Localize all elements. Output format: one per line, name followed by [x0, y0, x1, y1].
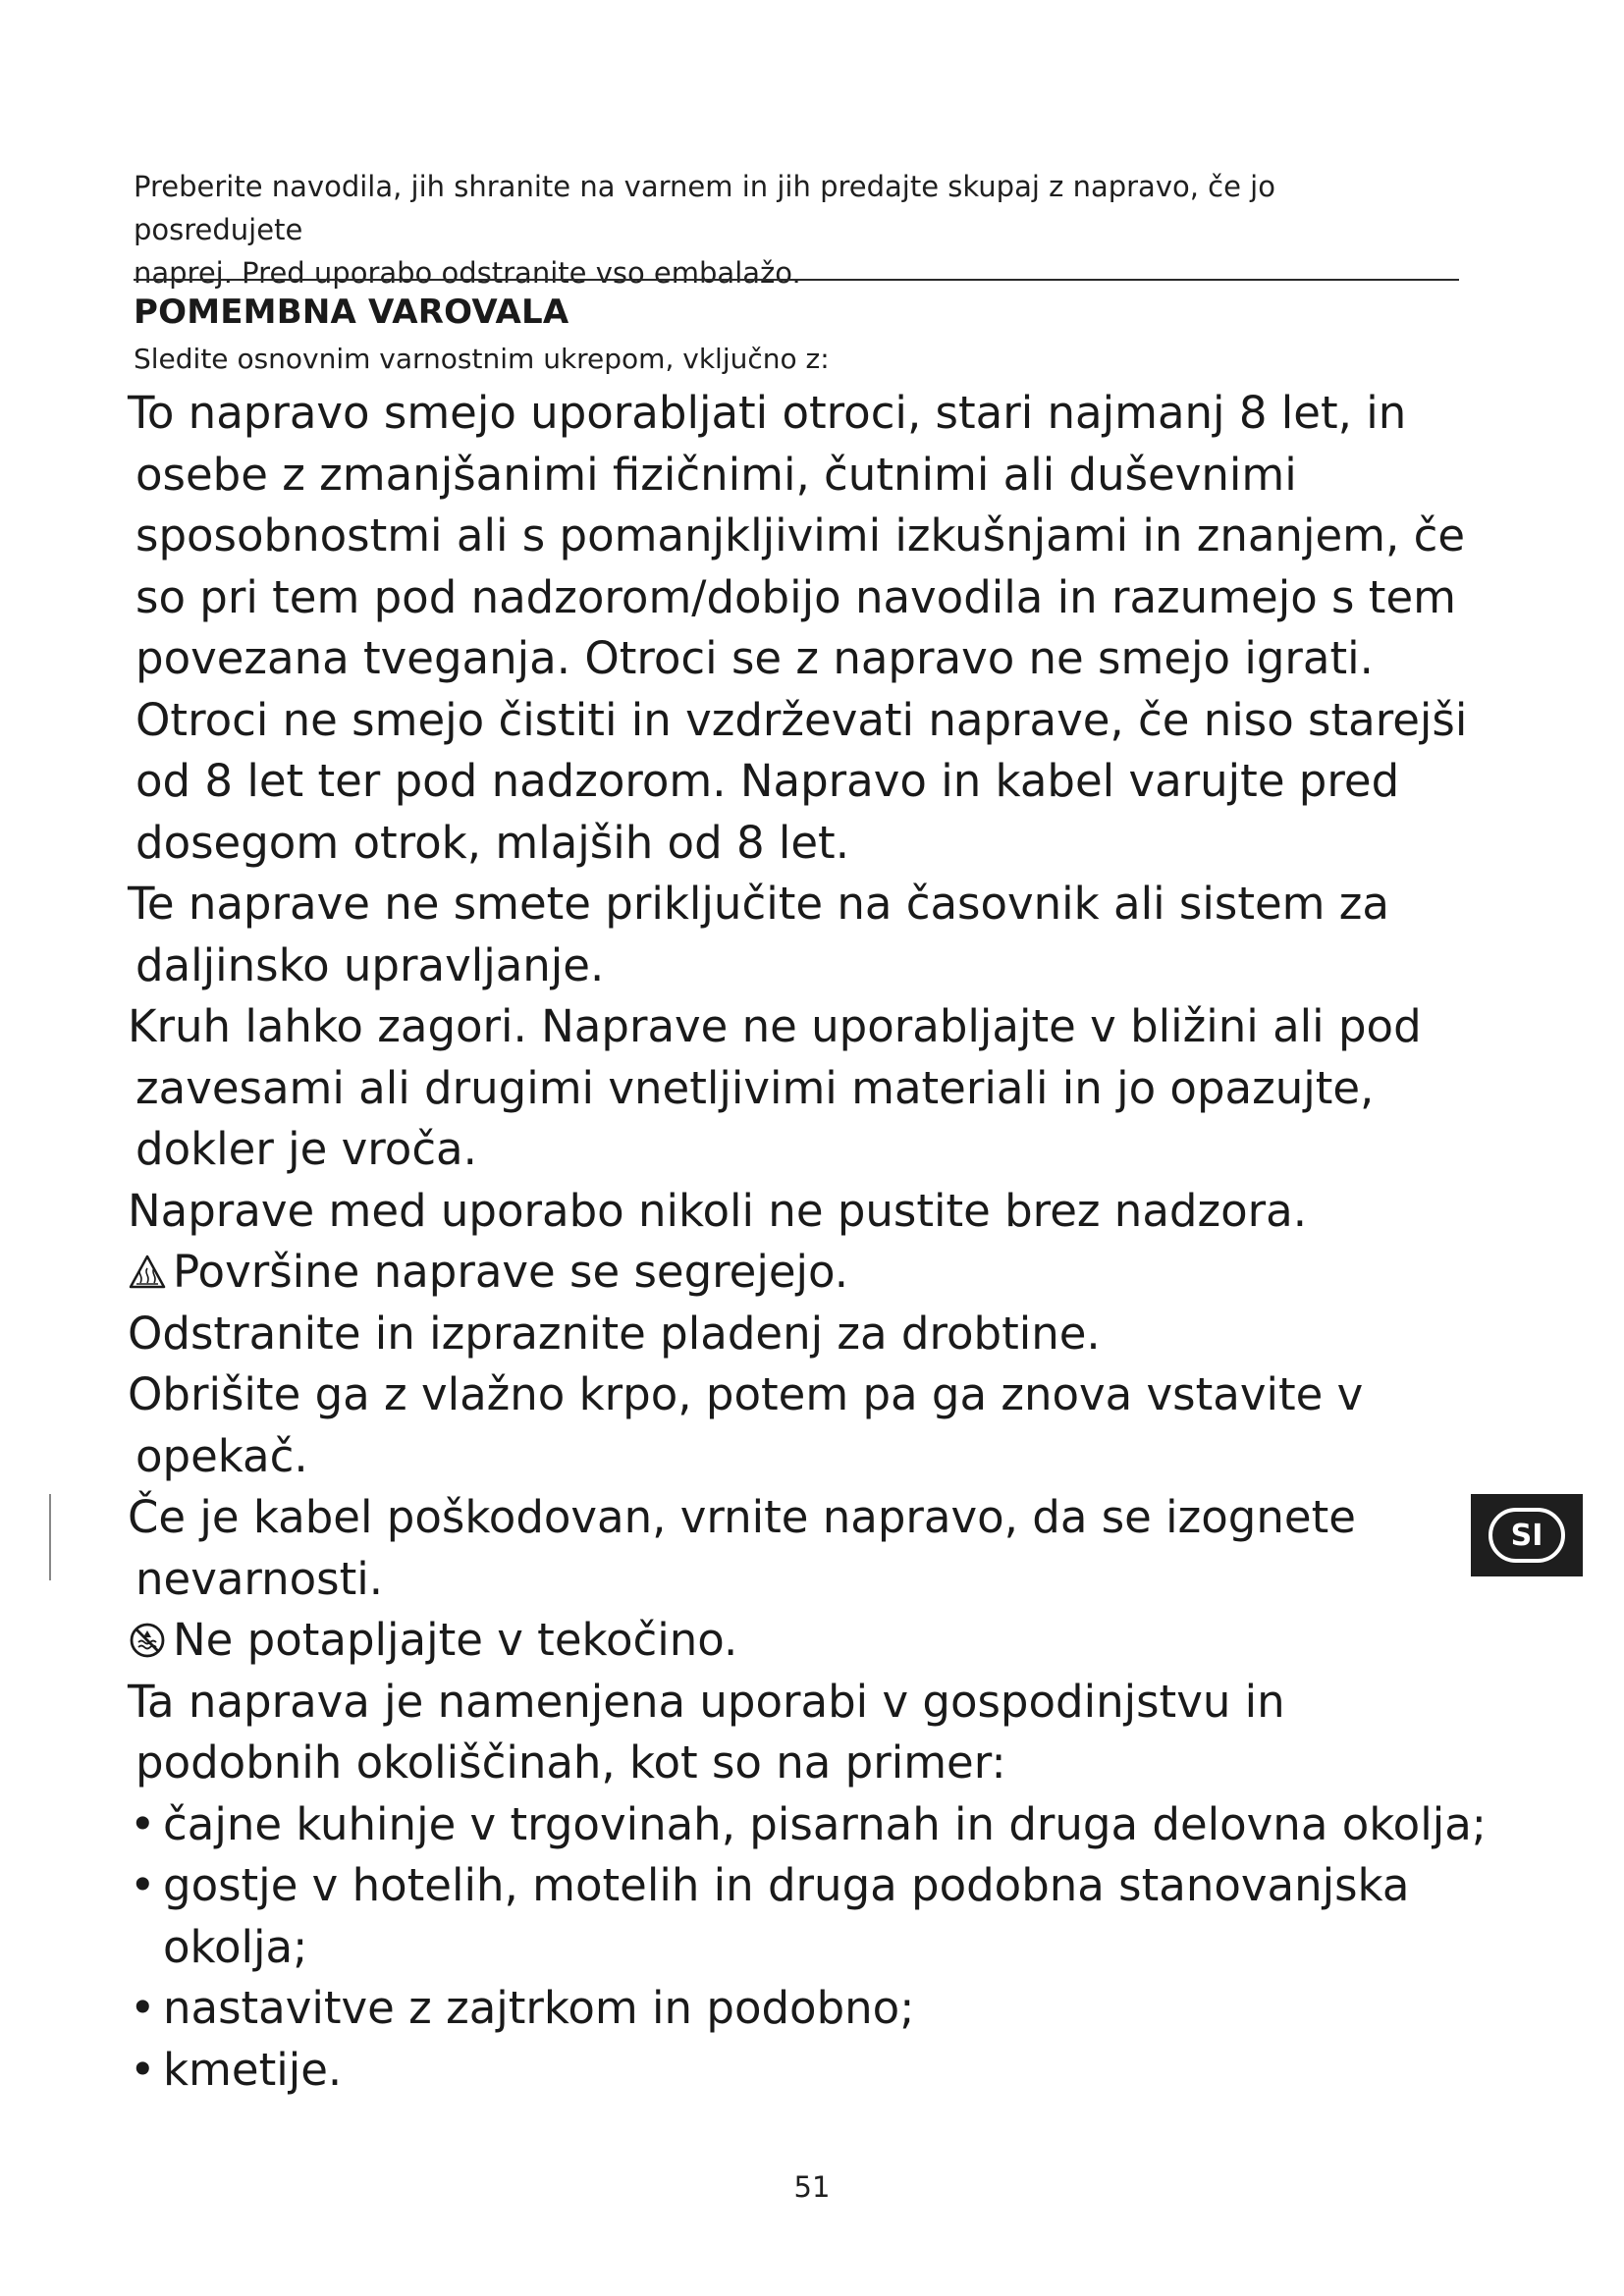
list-item: • nastavitve z zajtrkom in podobno;: [128, 1978, 1502, 2040]
bullet-dot: •: [130, 1797, 156, 1850]
no-immerse-text: Ne potapljajte v tekočino.: [173, 1614, 738, 1666]
paragraph-children-usage: To napravo smejo uporabljati otroci, stari najmanj 8 let, in osebe z zmanjšanimi fizičnimi, čutnimi ali duševnimi sposobnostmi ali s pomanjkljivimi izkušnjami in znanjem, če so pri tem pod nadzorom/dobijo navodila in razumejo s tem povezana tveganja. Otroci se z napravo ne smejo igrati. Otroci ne smejo čistiti in vzdrževati naprave, če niso starejši od 8 let ter pod nadzorom. Napravo in kabel varujte pred dosegom otrok, mlajših od 8 let.: [128, 387, 1468, 869]
language-code-badge: SI: [1489, 1508, 1565, 1563]
paragraph-unattended: Naprave med uporabo nikoli ne pustite brez nadzora.: [128, 1184, 1308, 1237]
bullet-dot: •: [130, 1982, 156, 2034]
paragraph-wipe: Obrišite ga z vlažno krpo, potem pa ga znova vstavite v opekač.: [128, 1368, 1364, 1482]
paragraph-timer: Te naprave ne smete priključite na časovnik ali sistem za daljinsko upravljanje.: [128, 878, 1389, 991]
paragraph-no-immerse: [128, 1610, 1502, 1672]
page-number: 51: [793, 2170, 831, 2204]
bullet-dot: •: [130, 1859, 156, 1911]
safety-instructions: [128, 383, 1502, 2101]
paragraph-bread-burn: Kruh lahko zagori. Naprave ne uporabljajte v bližini ali pod zavesami ali drugimi vnetljivimi materiali in jo opazujte, dokler je vroča.: [128, 1000, 1422, 1175]
intro-line-2: naprej. Pred uporabo odstranite vso embalažo.: [134, 256, 801, 290]
do-not-immerse-icon: [128, 1621, 167, 1660]
hot-surfaces-text: Površine naprave se segrejejo.: [173, 1246, 849, 1298]
bullet-dot: •: [130, 2043, 156, 2096]
usage-environments-list: [128, 1794, 1502, 2102]
language-tab: [1471, 1494, 1583, 1576]
list-item: • gostje v hotelih, motelih in druga podobna stanovanjska okolja;: [128, 1855, 1502, 1978]
paragraph-household-use: Ta naprava je namenjena uporabi v gospodinjstvu in podobnih okoliščinah, kot so na primer:: [128, 1675, 1285, 1789]
section-title: POMEMBNA VAROVALA: [134, 293, 569, 332]
margin-marker-line: [49, 1494, 51, 1580]
paragraph-hot-surfaces: [128, 1242, 1502, 1304]
hot-surface-warning-icon: [128, 1253, 167, 1292]
paragraph-damaged-cable: Če je kabel poškodovan, vrnite napravo, da se izognete nevarnosti.: [128, 1491, 1356, 1605]
list-item: • čajne kuhinje v trgovinah, pisarnah in druga delovna okolja;: [128, 1794, 1502, 1856]
section-subtitle: Sledite osnovnim varnostnim ukrepom, vključno z:: [134, 343, 830, 375]
list-item: • kmetije.: [128, 2040, 1502, 2102]
intro-line-1: Preberite navodila, jih shranite na varnem in jih predajte skupaj z napravo, če jo posredujete: [134, 170, 1275, 246]
intro-text: [134, 165, 1439, 294]
section-divider: [134, 279, 1459, 281]
paragraph-crumb-tray: Odstranite in izpraznite pladenj za drobtine.: [128, 1307, 1101, 1360]
